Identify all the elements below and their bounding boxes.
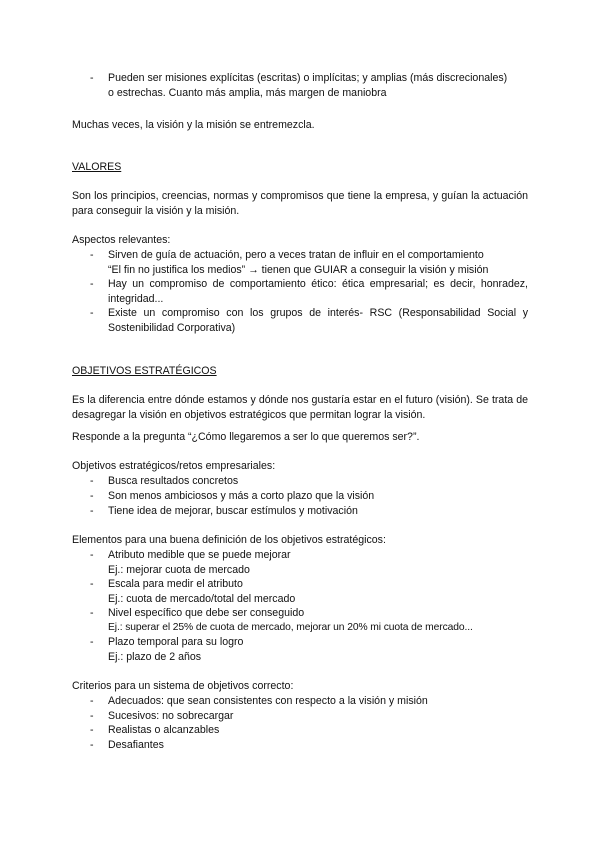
list-item (90, 71, 528, 100)
list-item-subtext: “El fin no justifica los medios” → tienen que GUIAR a conseguir la visión y misión (108, 263, 489, 276)
bullet-dash: - (90, 490, 94, 502)
list-item-text: Plazo temporal para su logro (108, 636, 244, 648)
list-item (90, 504, 528, 519)
list-item-text: Son menos ambiciosos y más a corto plazo que la visión (108, 490, 375, 502)
bullet-dash: - (90, 505, 94, 517)
list-item (90, 606, 528, 635)
bullet-dash: - (90, 475, 94, 487)
bullet-dash: - (90, 636, 94, 648)
list-item (90, 277, 528, 306)
list-item-text: Pueden ser misiones explícitas (escritas) o implícitas; y amplias (más discrecionales) (108, 72, 508, 84)
list-item-text: Hay un compromiso de comportamiento ético: ética empresarial; es decir, honradez, integridad... (108, 278, 528, 305)
list-item-example: Ej.: superar el 25% de cuota de mercado, mejorar un 20% mi cuota de mercado... (108, 621, 473, 633)
list-item-text: Sucesivos: no sobrecargar (108, 710, 234, 722)
bullet-dash: - (90, 710, 94, 722)
list-item-example: Ej.: cuota de mercado/total del mercado (108, 592, 296, 605)
list-item-text: Sirven de guía de actuación, pero a veces tratan de influir en el comportamiento (108, 249, 484, 261)
list-item-text: Escala para medir el atributo (108, 578, 243, 590)
list-item (90, 474, 528, 489)
list-item-text: Nivel específico que debe ser conseguido (108, 607, 305, 619)
paragraph-question: Responde a la pregunta “¿Cómo llegaremos a ser lo que queremos ser?”. (72, 431, 420, 443)
list-item-text: Desafiantes (108, 739, 164, 751)
list-item-text: o estrechas. Cuanto más amplia, más margen de maniobra (108, 86, 387, 99)
list-item (90, 489, 528, 504)
list-item (90, 723, 528, 738)
elementos-label: Elementos para una buena definición de los objetivos estratégicos: (72, 534, 386, 546)
bullet-dash: - (90, 724, 94, 736)
bullet-dash: - (90, 307, 94, 319)
bullet-dash: - (90, 607, 94, 619)
criterios-label: Criterios para un sistema de objetivos correcto: (72, 680, 294, 692)
list-item (90, 635, 528, 664)
list-item (90, 548, 528, 577)
bullet-dash: - (90, 695, 94, 707)
paragraph-mix: Muchas veces, la visión y la misión se entremezcla. (72, 119, 315, 131)
list-item-text: Busca resultados concretos (108, 475, 239, 487)
section-heading-valores: VALORES (72, 161, 122, 173)
list-item (90, 248, 528, 277)
list-item-text: Existe un compromiso con los grupos de interés- RSC (Responsabilidad Social y Sostenibilidad Corporativa) (108, 307, 528, 334)
list-item-example: Ej.: plazo de 2 años (108, 650, 202, 663)
bullet-dash: - (90, 578, 94, 590)
list-item-text: Tiene idea de mejorar, buscar estímulos y motivación (108, 505, 358, 517)
bullet-dash: - (90, 739, 94, 751)
list-item-text: Adecuados: que sean consistentes con respecto a la visión y misión (108, 695, 428, 707)
list-item-text: Atributo medible que se puede mejorar (108, 549, 291, 561)
bullet-dash: - (90, 549, 94, 561)
paragraph-valores-intro: Son los principios, creencias, normas y compromisos que tiene la empresa, y guían la actuación para conseguir la visión y la misión. (72, 190, 528, 217)
list-item (90, 709, 528, 724)
retos-label: Objetivos estratégicos/retos empresariales: (72, 460, 276, 472)
list-item (90, 577, 528, 606)
section-heading-objetivos: OBJETIVOS ESTRATÉGICOS (72, 365, 217, 377)
list-item-example: Ej.: mejorar cuota de mercado (108, 563, 250, 576)
bullet-dash: - (90, 249, 94, 261)
list-item (90, 738, 528, 753)
aspects-label: Aspectos relevantes: (72, 234, 171, 246)
list-item (90, 306, 528, 335)
list-item (90, 694, 528, 709)
bullet-dash: - (90, 278, 94, 290)
bullet-dash: - (90, 72, 94, 84)
paragraph-objetivos-intro: Es la diferencia entre dónde estamos y dónde nos gustaría estar en el futuro (visión). Se trata de desagregar la visión en objetivos estratégicos que permitan lograr la visión. (72, 394, 528, 421)
list-item-text: Realistas o alcanzables (108, 724, 220, 736)
